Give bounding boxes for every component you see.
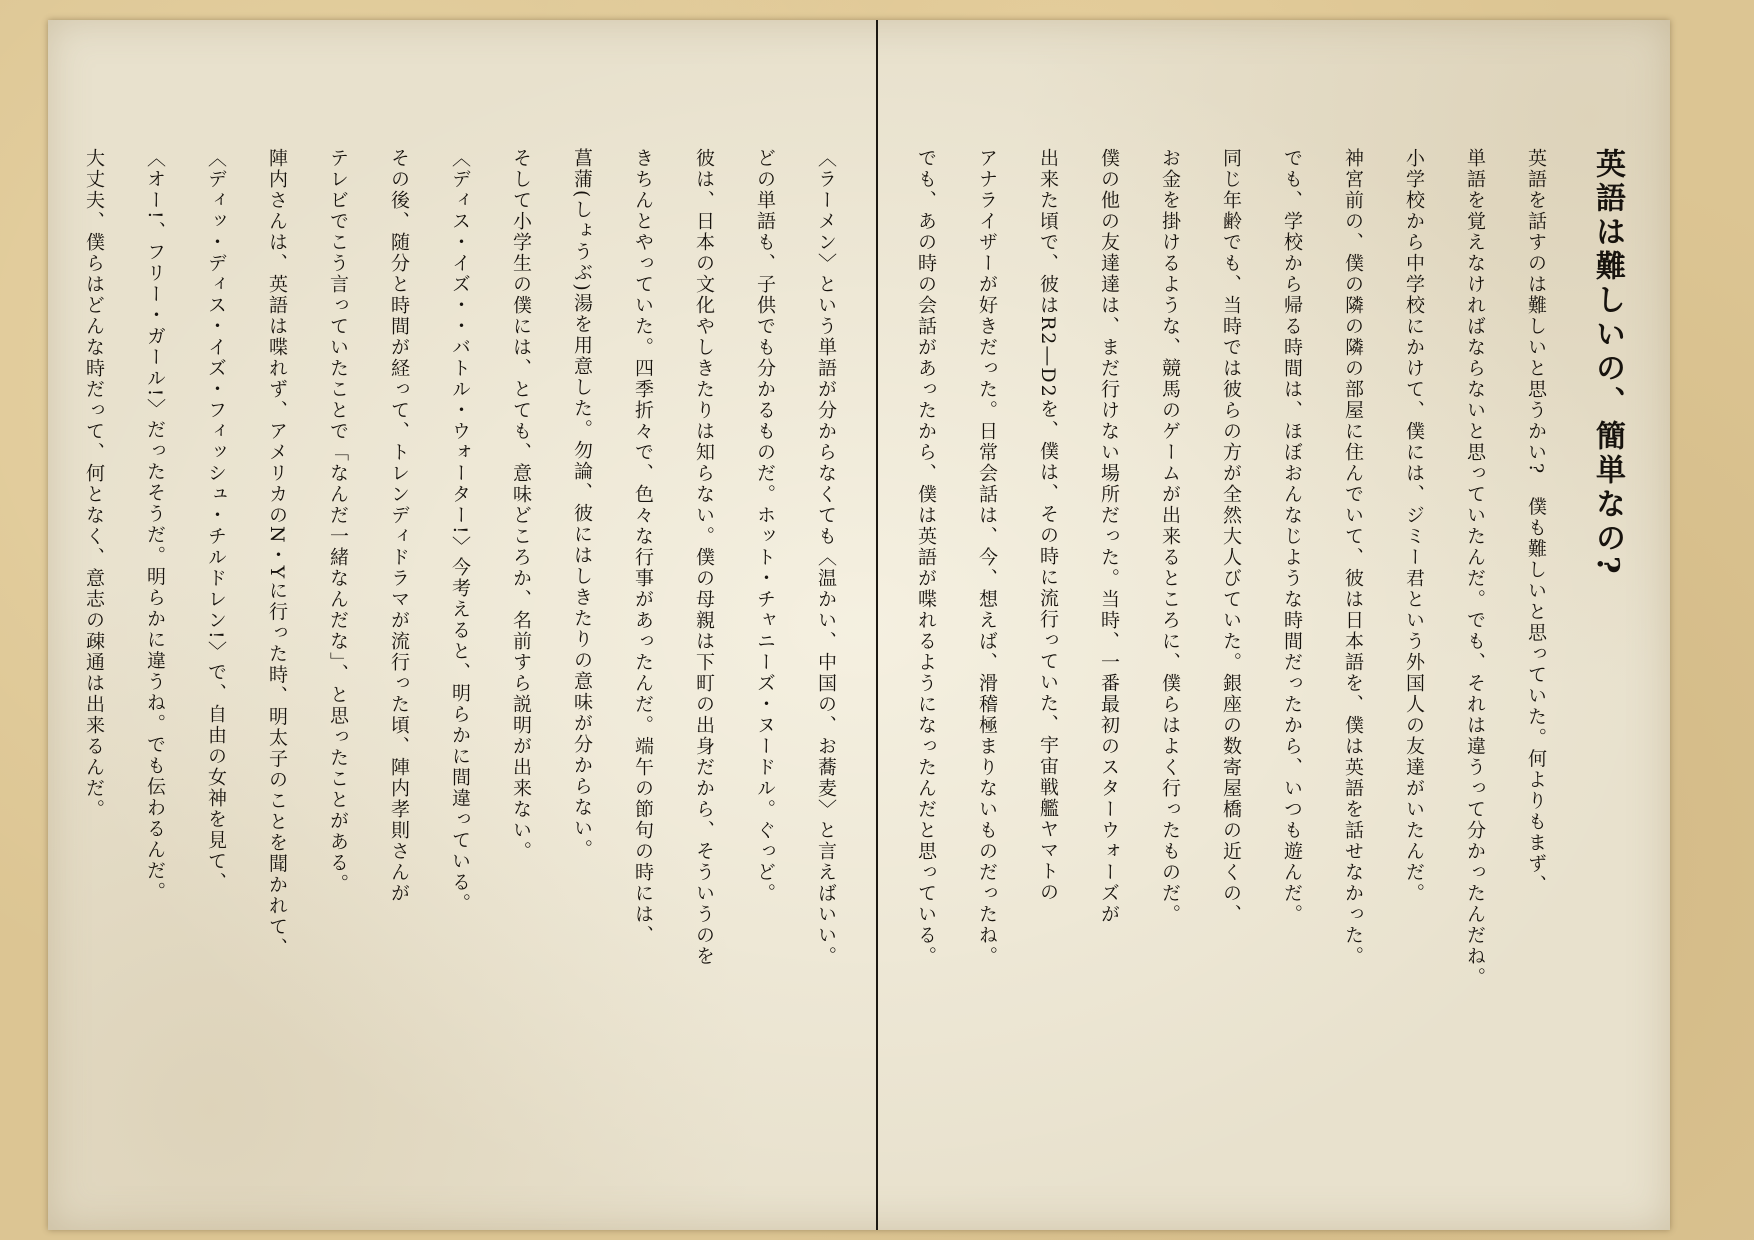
text-line: テレビでこう言っていたことで「なんだ一緒なんだな」、と思ったことがある。 <box>327 148 349 895</box>
page-divider <box>876 20 878 1230</box>
text-line: 単語を覚えなければならないと思っていたんだ。でも、それは違うって分かったんだね。 <box>1464 148 1486 988</box>
text-line: 僕の他の友達達は、まだ行けない場所だった。当時、一番最初のスターウォーズが <box>1098 148 1120 925</box>
text-line: そして小学生の僕には、とても、意味どころか、名前すら説明が出来ない。 <box>510 148 532 862</box>
text-line: きちんとやっていた。四季折々で、色々な行事があったんだ。端午の節句の時には、 <box>632 148 654 946</box>
text-line: 小学校から中学校にかけて、僕には、ジミー君という外国人の友達がいたんだ。 <box>1403 148 1425 904</box>
text-line: アナライザーが好きだった。日常会話は、今、想えば、滑稽極まりないものだったね。 <box>976 148 998 967</box>
text-line: 大丈夫、僕らはどんな時だって、何となく、意志の疎通は出来るんだ。 <box>83 148 105 820</box>
text-line: どの単語も、子供でも分かるものだ。ホット・チャニーズ・ヌードル。ぐっど。 <box>754 148 776 904</box>
right-page <box>902 148 1642 1158</box>
text-line: 神宮前の、僕の隣の隣の部屋に住んでいて、彼は日本語を、僕は英語を話せなかった。 <box>1342 148 1364 967</box>
text-line: でも、あの時の会話があったから、僕は英語が喋れるようになったんだと思っている。 <box>915 148 937 967</box>
text-line: 〈ラーメン〉という単語が分からなくても〈温かい、中国の、お蕎麦〉と言えばいい。 <box>815 148 837 967</box>
text-line: 同じ年齢でも、当時では彼らの方が全然大人びていた。銀座の数寄屋橋の近くの、 <box>1220 148 1242 925</box>
text-line: 菖蒲(しょうぶ)湯を用意した。勿論、彼にはしきたりの意味が分からない。 <box>571 148 593 860</box>
text-line: 陣内さんは、英語は喋れず、アメリカのN・Yに行った時、明太子のことを聞かれて、 <box>266 148 288 959</box>
article-title: 英語は難しいの、簡単なの? <box>1590 148 1625 578</box>
text-line: 〈ディス・イズ・・バトル・ウォーター!〉今考えると、明らかに間違っている。 <box>449 148 471 914</box>
text-line: その後、随分と時間が経って、トレンディドラマが流行った頃、陣内孝則さんが <box>388 148 410 904</box>
text-line: 出来た頃で、彼はR2―D2を、僕は、その時に流行っていた、宇宙戦艦ヤマトの <box>1037 148 1059 903</box>
text-line: 〈オー!、フリー・ガール!〉だったそうだ。明らかに違うね。でも伝わるんだ。 <box>144 148 166 903</box>
text-line: 彼は、日本の文化やしきたりは知らない。僕の母親は下町の出身だから、そういうのを <box>693 148 715 967</box>
text-line: でも、学校から帰る時間は、ほぼおんなじような時間だったから、いつも遊んだ。 <box>1281 148 1303 925</box>
text-line: お金を掛けるような、競馬のゲームが出来るところに、僕らはよく行ったものだ。 <box>1159 148 1181 925</box>
text-line: 英語を話すのは難しいと思うかい? 僕も難しいと思っていた。何よりもまず、 <box>1525 148 1547 896</box>
left-page <box>66 148 856 1158</box>
text-line: 〈ディッ・ディス・イズ・フィッシュ・チルドレン!〉で、自由の女神を見て、 <box>205 148 227 893</box>
